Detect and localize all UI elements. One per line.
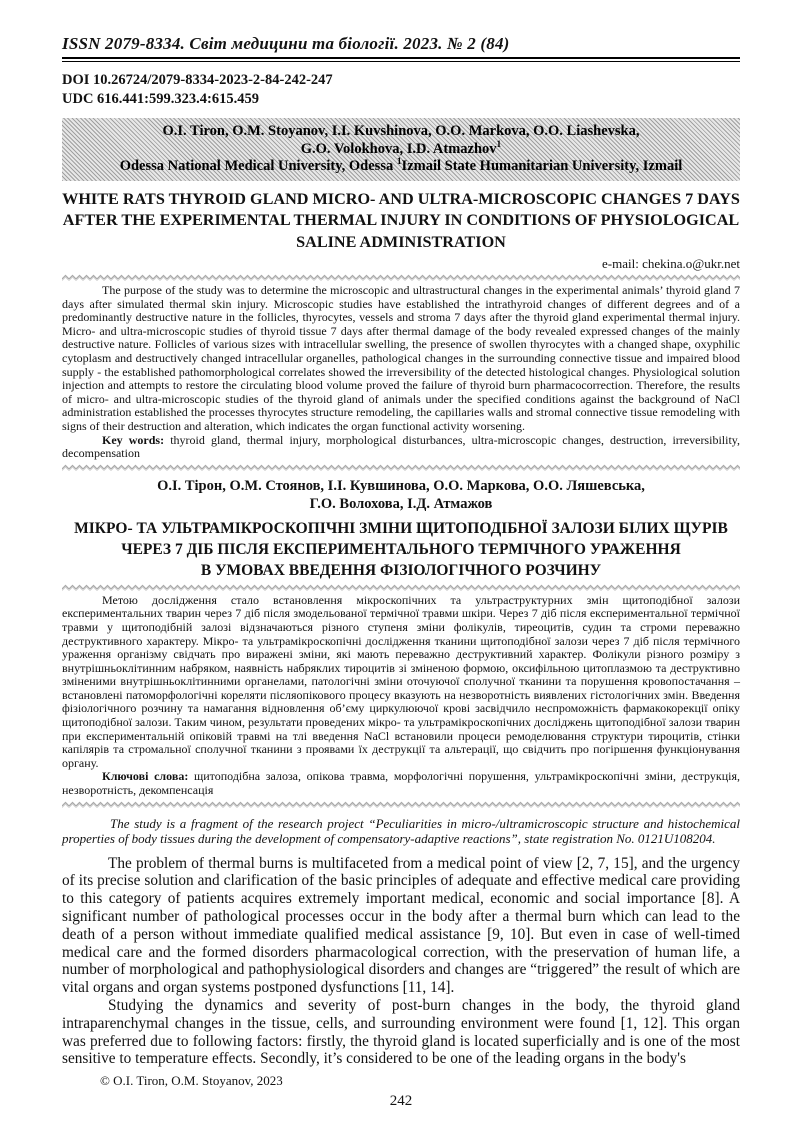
udc-line: UDC 616.441:599.323.4:615.459 <box>62 91 259 107</box>
authors-hatched-box <box>62 118 740 181</box>
doi-line: DOI 10.26724/2079-8334-2023-2-84-242-247 <box>62 72 333 88</box>
research-project-note-text: The study is a fragment of the research project “Peculiarities in micro-/ultramicroscopic structure and histochemical properties of body tissues during the development of compensatory-adaptive reactions”, state registration No. 0121U108204. <box>62 815 740 847</box>
title-uk-line2: ЧЕРЕЗ 7 ДІБ ПІСЛЯ ЕКСПЕРИМЕНТАЛЬНОГО ТЕРМІЧНОГО УРАЖЕННЯ <box>121 540 681 558</box>
identifier-block <box>62 71 740 109</box>
affiliation-ref: 1 <box>396 157 402 168</box>
affiliation-main: Odessa National Medical University, Odessa <box>119 158 397 174</box>
zigzag-separator <box>62 274 740 281</box>
authors-en-line2-text: G.O. Volokhova, I.D. Atmazhov <box>300 140 497 157</box>
title-en-line1: WHITE RATS THYROID GLAND MICRO- AND ULTRA-MICROSCOPIC CHANGES 7 DAYS <box>62 189 740 208</box>
zigzag-separator <box>62 464 740 471</box>
authors-uk-line1: О.І. Тірон, О.М. Стоянов, І.І. Кувшинова, О.О. Маркова, О.О. Ляшевська, <box>157 477 645 494</box>
abstract-en-keywords <box>62 434 740 461</box>
affiliation-line <box>68 158 734 176</box>
authors-uk-line2: Г.О. Волохова, І.Д. Атмажов <box>309 495 493 512</box>
research-project-note <box>62 816 740 847</box>
journal-header-line: ISSN 2079-8334. Світ медицини та біології. 2023. № 2 (84) <box>62 34 510 53</box>
page-footer <box>62 1073 740 1110</box>
keywords-uk-label: Ключові слова: <box>102 769 189 784</box>
keywords-en-list: thyroid gland, thermal injury, morphological disturbances, ultra-microscopic changes, destruction, irreversibility, decompensation <box>62 432 740 461</box>
copyright-line: © O.I. Tiron, O.M. Stoyanov, 2023 <box>100 1073 283 1089</box>
affiliation-second: Izmail State Humanitarian University, Izmail <box>401 158 683 174</box>
header-double-rule <box>62 57 740 62</box>
abstract-uk-keywords <box>62 770 740 797</box>
article-body <box>62 855 740 1069</box>
page-number: 242 <box>389 1093 413 1110</box>
abstract-en <box>62 284 740 461</box>
authors-en-line2 <box>68 141 734 159</box>
keywords-en-label: Key words: <box>102 432 165 447</box>
abstract-uk-text: Метою дослідження стало встановлення мікроскопічних та ультраструктурних змін щитоподібної залози експериментальних тварин через 7 діб після змодельованої термічної травми шкіри. Через 7 діб після експериментальної термічної травми у щитоподібній залозі відзначаються різного ступеня зміни фолікулів, тиреоцитів, судин та строми переважно деструктивного характеру. Мікро- та ультрамікроскопічні дослідження тканини щитоподібної залози через 7 діб після термічного ураження організму свідчать про виражені зміни, які мають переважно деструктивний характер. Фолікули різного розміру з внутрішньоклітинним набряком, наявність набряклих тироцитів зі зміненою формою, оксифільною цитоплазмою та деструктивно зміненими внутрішньоклітинними органелами, патологічні зміни оточуючої сполучної тканини та порушення кровопостачання – встановлені патоморфологічні кореляти післяопікового процесу вказують на незворотність виявлених гістологічних змін. Введення фізіологічного розчину та намагання відновлення об’єму циркулюючої крові засвідчило неспроможність фармакокорекції опіку щитоподібної залози. Таким чином, результати проведених мікро- та ультрамікроскопічних досліджень щитоподібної залози тварин при експериментальній опіковій травмі на тлі введення NaCl встановили процеси ремоделювання структури тироцитів, стінки капілярів та стромальної сполучної тканини з проявами їх деструкції та альтерації, що свідчить про погіршення функціонування органу. <box>62 592 740 770</box>
title-en-line3: SALINE ADMINISTRATION <box>296 232 506 251</box>
authors-uk <box>62 477 740 513</box>
authors-en-line1: O.I. Tiron, O.M. Stoyanov, I.I. Kuvshinova, O.O. Markova, O.O. Liashevska, <box>162 123 640 139</box>
keywords-uk-list: щитоподібна залоза, опікова травма, морфологічні порушення, ультрамікроскопічні зміни, деструкція, незворотність, декомпенсація <box>62 769 740 798</box>
article-title-en <box>62 189 740 254</box>
zigzag-separator <box>62 801 740 808</box>
title-en-line2: AFTER THE EXPERIMENTAL THERMAL INJURY IN CONDITIONS OF PHYSIOLOGICAL <box>62 211 740 229</box>
body-paragraph-2: Studying the dynamics and severity of post-burn changes in the body, the thyroid gland intraparenchymal changes in the tissue, cells, and surrounding environment were found [1, 12]. This organ was preferred due to following factors: firstly, the thyroid gland is located superficially and is one of the most sensitive to temperature effects. Secondly, it’s considered to be one of the leading organs in the body's <box>62 997 740 1068</box>
abstract-uk <box>62 594 740 798</box>
article-title-uk <box>62 518 740 581</box>
authors-en-affiliation-ref: 1 <box>496 139 502 150</box>
title-uk-line1: МІКРО- ТА УЛЬТРАМІКРОСКОПІЧНІ ЗМІНИ ЩИТОПОДІБНОЇ ЗАЛОЗИ БІЛИХ ЩУРІВ <box>74 519 728 537</box>
abstract-en-text: The purpose of the study was to determine the microscopic and ultrastructural changes in the experimental animals’ thyroid gland 7 days after simulated thermal skin injury. Microscopic studies have established the intrathyroid changes of different degrees and of a predominantly destructive nature in the follicles, thyrocytes, vessels and stroma 7 days after the thyroid gland experimental thermal injury. Micro- and ultra-microscopic studies of thyroid tissue 7 days after thermal damage of the body revealed expressed changes of the mainly destructive nature. Follicles of various sizes with intracellular swelling, the presence of swollen thyrocytes with a changed shape, oxyphilic cytoplasm and destructively changed intracellular organelles, pathological changes in the surrounding connective tissue and impaired blood supply - the established pathomorphological correlates showed the irreversibility of the detected histological changes. Physiological solution injection and attempts to restore the circulating blood volume proved the failure of thyroid burn pharmacocorrection. Therefore, the results of micro- and ultra-microscopic studies of the thyroid gland of animals under the specified conditions against the background of NaCl administration established the processes thyrocytes structure remodeling, the capillaries walls and stromal connective tissue remodeling with signs of their destruction and alteration, which indicates the organ functional activity worsening. <box>62 283 740 433</box>
body-paragraph-1: The problem of thermal burns is multifaceted from a medical point of view [2, 7, 15], and the urgency of its precise solution and clarification of the basic principles of adequate and effective medical care providing to this category of patients acquires extremely important medical, economic and social importance [8]. A significant number of pathological processes occur in the body after a thermal burn which can lead to the death of a person without immediate qualified medical assistance [9, 10]. But even in case of well-timed medical care and the formed disorders pharmacological correction, with the preservation of human life, a number of morphological and pathophysiological disorders and changes are “triggered” the result of which are vital organs and organ systems postponed dysfunctions [11, 14]. <box>62 854 740 997</box>
zigzag-separator <box>62 584 740 591</box>
email-line: e-mail: chekina.o@ukr.net <box>602 256 740 271</box>
title-uk-line3: В УМОВАХ ВВЕДЕННЯ ФІЗІОЛОГІЧНОГО РОЗЧИНУ <box>200 561 602 579</box>
